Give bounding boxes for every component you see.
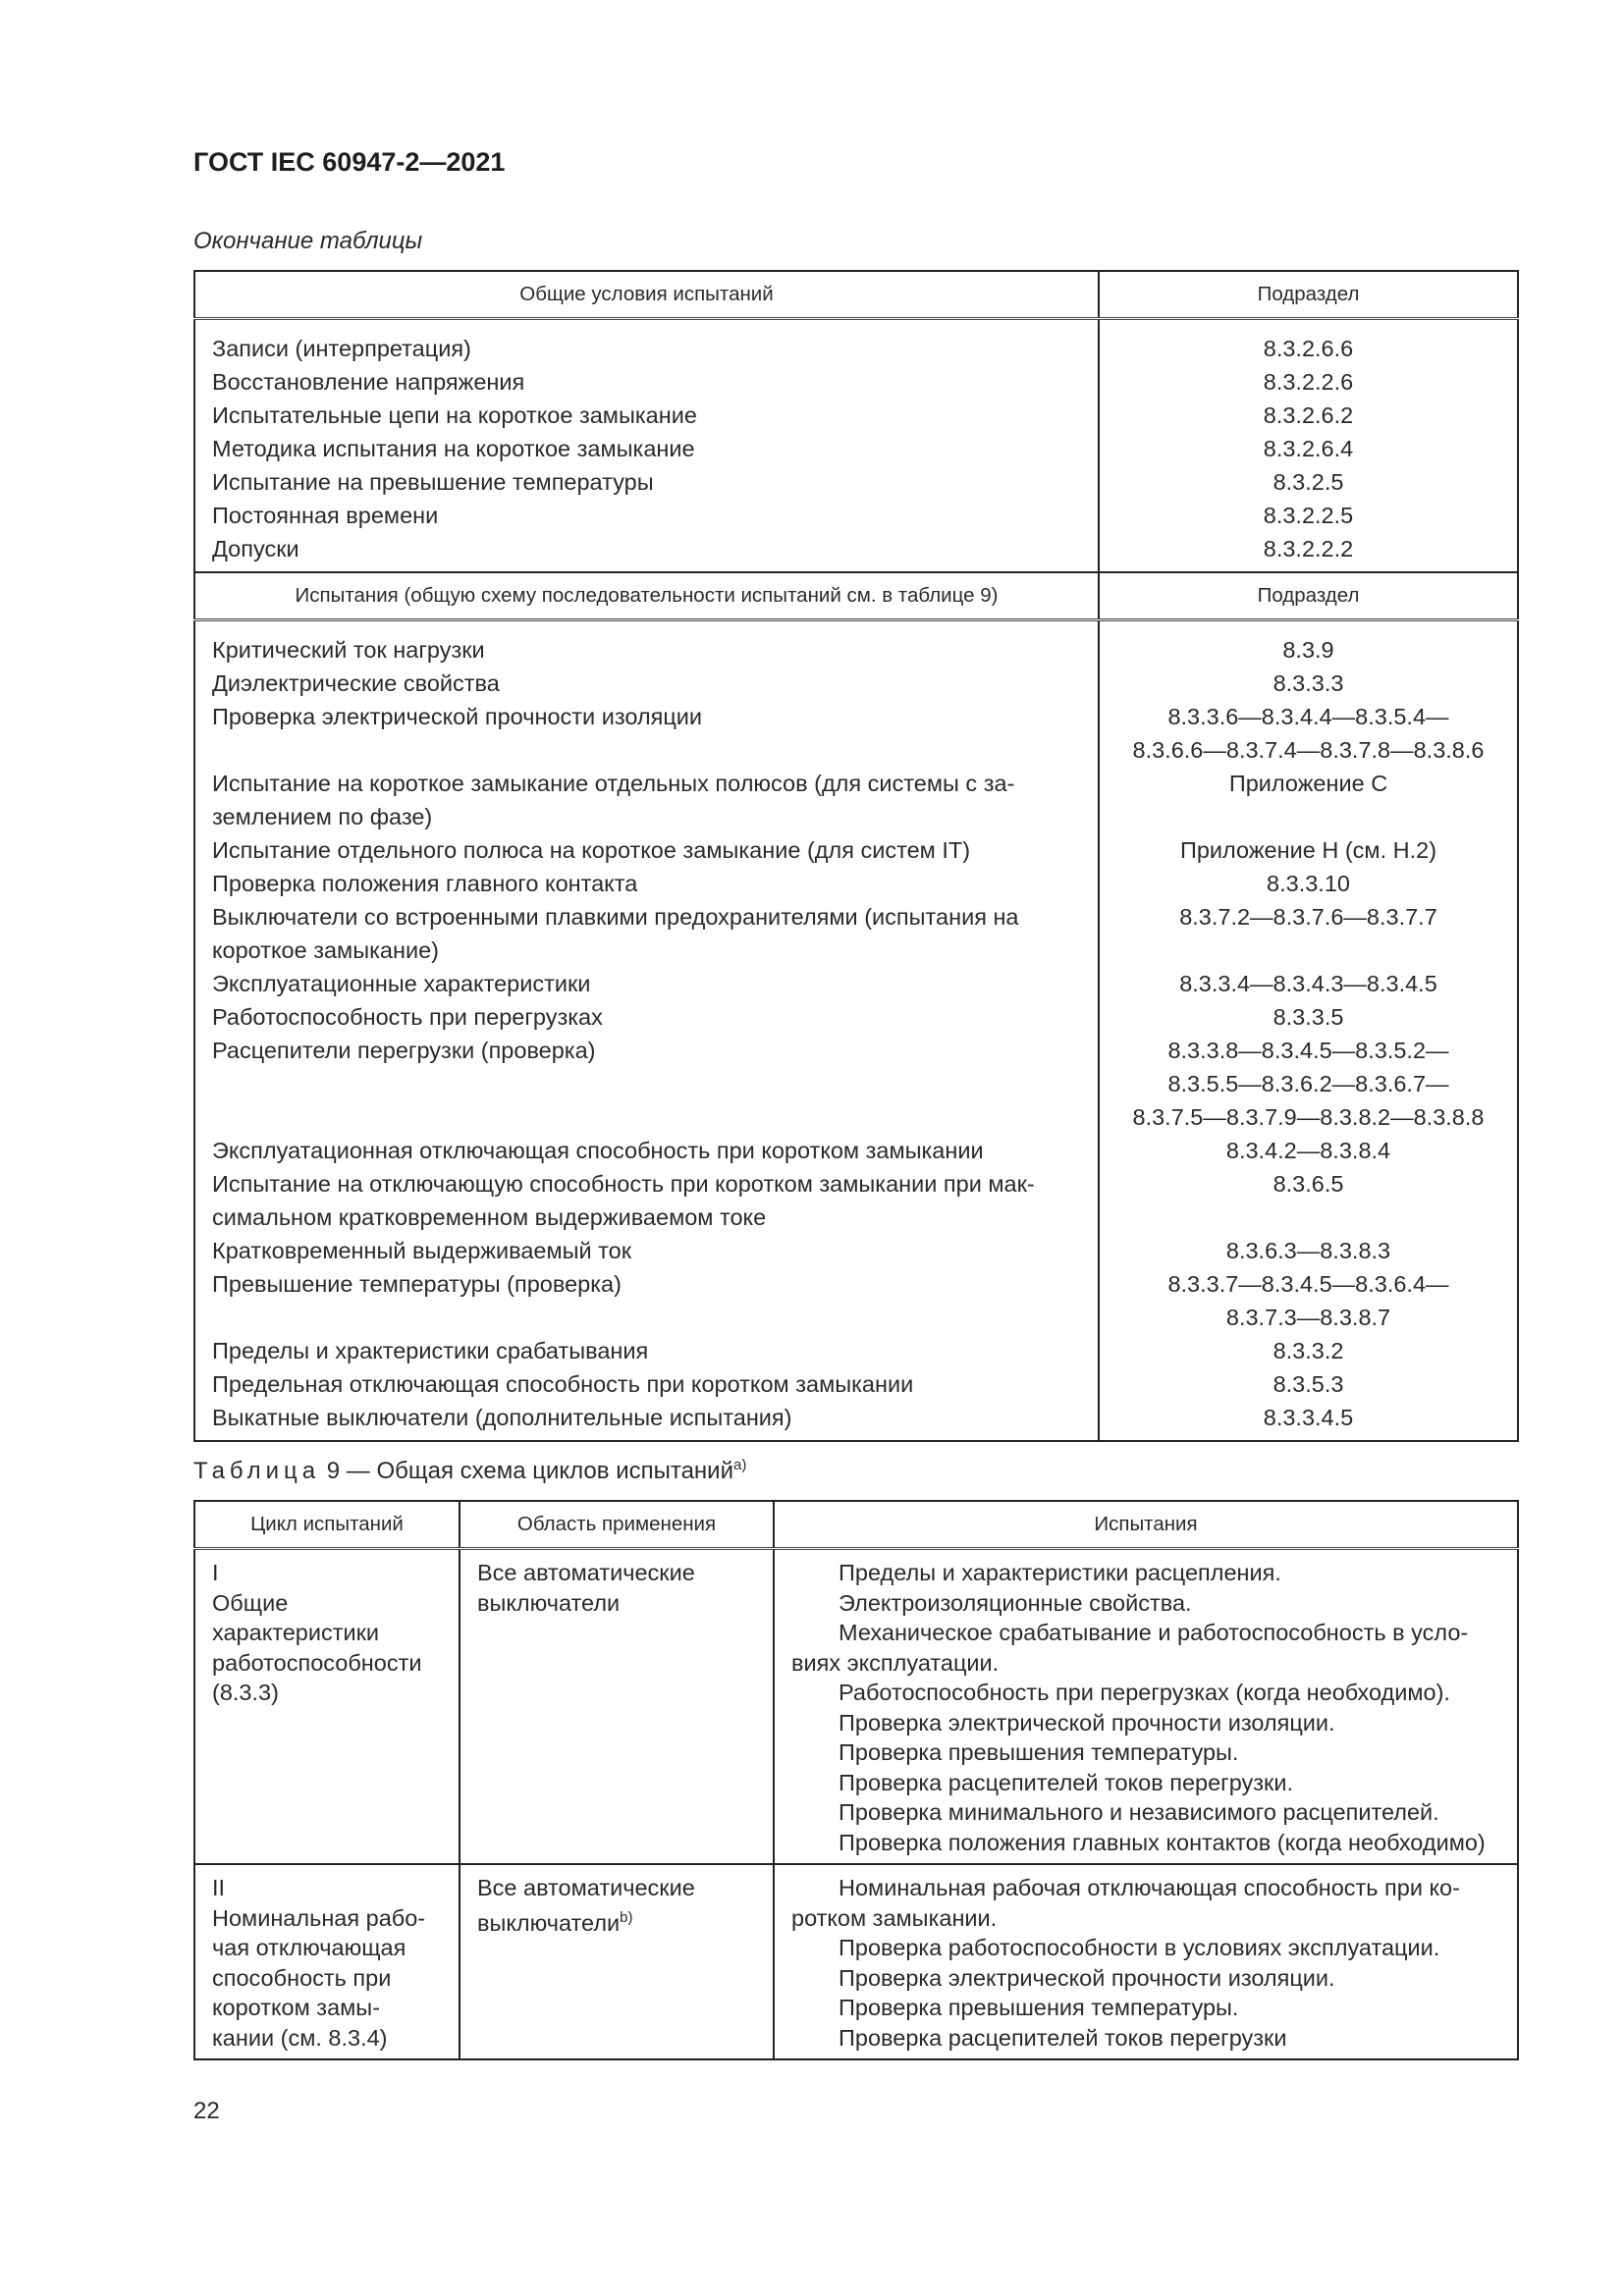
table-row (194, 1864, 1518, 2059)
row-subsection-line: 8.3.2.5 (1272, 469, 1344, 495)
table-row (194, 1267, 1518, 1334)
row-label-line: Работоспособность при перегрузках (212, 1004, 603, 1030)
cycle-line: работоспособности (212, 1649, 422, 1676)
table-row (194, 1401, 1518, 1441)
row-subsection-line: 8.3.3.7—8.3.4.5—8.3.6.4— (1167, 1271, 1449, 1297)
table-row (194, 399, 1518, 432)
row-subsection-line: 8.3.7.3—8.3.8.7 (1225, 1305, 1391, 1330)
scope-line-with-footnote (477, 1903, 763, 1939)
row-label (194, 465, 1099, 499)
test-line: Проверка превышения температуры. (839, 1995, 1239, 2020)
row-subsection-line: 8.3.3.8—8.3.4.5—8.3.5.2— (1167, 1038, 1449, 1063)
test-line: Работоспособность при перегрузках (когда необходимо). (839, 1680, 1450, 1705)
cycle-line: (8.3.3) (212, 1680, 279, 1705)
test-line: Пределы и характеристики расцепления. (839, 1560, 1281, 1585)
row-subsection-line: 8.3.4.2—8.3.8.4 (1225, 1138, 1391, 1163)
row-label-line: Проверка электрической прочности изоляции (212, 704, 703, 729)
scope-cell (460, 1864, 774, 2059)
table-row (194, 1134, 1518, 1167)
header-scope: Область применения (460, 1501, 774, 1549)
row-subsection (1099, 620, 1518, 667)
table-row (194, 620, 1518, 667)
row-label (194, 833, 1099, 867)
row-subsection-line: 8.3.2.2.6 (1263, 369, 1354, 395)
row-subsection-line: Приложение Н (см. Н.2) (1179, 837, 1437, 863)
test-line: Номинальная рабочая отключающая способность при ко- (839, 1875, 1460, 1900)
table-row (194, 833, 1518, 867)
cycle-line: I (212, 1560, 219, 1585)
row-subsection (1099, 1367, 1518, 1401)
row-label-line: Диэлектрические свойства (212, 670, 500, 696)
scope-line: выключатели (477, 1909, 621, 1936)
row-subsection (1099, 833, 1518, 867)
table-row (194, 1234, 1518, 1267)
row-subsection-line: 8.3.3.6—8.3.4.4—8.3.5.4— (1167, 704, 1449, 729)
table-row (194, 532, 1518, 572)
row-subsection (1099, 532, 1518, 572)
row-label (194, 1267, 1099, 1334)
table-row (194, 1000, 1518, 1034)
tests-cell (774, 1549, 1518, 1865)
row-label-line: Эксплуатационные характеристики (212, 971, 591, 996)
scope-cell (460, 1549, 774, 1865)
row-label (194, 1367, 1099, 1401)
table-row (194, 1034, 1518, 1134)
table-row (194, 767, 1518, 833)
page-number: 22 (193, 2098, 220, 2124)
scope-line: Все автоматические (477, 1560, 695, 1585)
row-label-line: Испытание на отключающую способность при коротком замыкании при мак- (212, 1171, 1035, 1197)
row-label (194, 499, 1099, 532)
row-label (194, 1401, 1099, 1441)
row-subsection-line: 8.3.2.2.5 (1263, 503, 1354, 528)
cycle-cell (194, 1864, 460, 2059)
cycle-line: способность при (212, 1964, 392, 1991)
row-subsection-line: 8.3.2.6.6 (1263, 336, 1354, 361)
table9-caption-text: 9 — Общая схема циклов испытаний (326, 1458, 733, 1484)
table-row (194, 1167, 1518, 1234)
row-subsection (1099, 319, 1518, 366)
row-label (194, 319, 1099, 366)
row-subsection (1099, 1034, 1518, 1134)
row-subsection (1099, 1134, 1518, 1167)
test-cycles-table (193, 1500, 1519, 2060)
row-label-line: Выключатели со встроенными плавкими предохранителями (испытания на (212, 904, 1019, 930)
row-subsection (1099, 867, 1518, 900)
row-subsection (1099, 365, 1518, 399)
row-label-line: Допуски (212, 536, 299, 561)
row-subsection-line: 8.3.2.2.2 (1263, 536, 1354, 561)
table-row (194, 967, 1518, 1000)
table-row (194, 900, 1518, 967)
row-label (194, 867, 1099, 900)
table-header-row (194, 1501, 1518, 1549)
table-row (194, 867, 1518, 900)
row-subsection-line: 8.3.3.10 (1267, 871, 1350, 896)
table-row (194, 1549, 1518, 1865)
row-label-line: Пределы и храктеристики срабатывания (212, 1338, 649, 1363)
cycle-line: коротком замы- (212, 1995, 381, 2020)
row-subsection-line: 8.3.5.5—8.3.6.2—8.3.6.7— (1167, 1071, 1449, 1096)
row-label (194, 767, 1099, 833)
row-subsection-line: 8.3.9 (1282, 637, 1334, 663)
row-subsection-line: 8.3.6.5 (1272, 1171, 1344, 1197)
row-subsection-line: 8.3.5.3 (1272, 1371, 1344, 1397)
header-tests: Испытания (774, 1501, 1518, 1549)
row-label (194, 1167, 1099, 1234)
row-subsection (1099, 767, 1518, 833)
row-subsection (1099, 1000, 1518, 1034)
test-line: Проверка минимального и независимого расцепителей. (839, 1799, 1439, 1825)
row-label-line: Выкатные выключатели (дополнительные испытания) (212, 1405, 792, 1430)
test-line: виях эксплуатации. (791, 1649, 1000, 1676)
row-subsection (1099, 1401, 1518, 1441)
test-line: Проверка расцепителей токов перегрузки. (839, 1769, 1293, 1795)
row-label-line: Испытание на превышение температуры (212, 469, 654, 495)
header-subsection: Подраздел (1099, 271, 1518, 319)
row-subsection-line: 8.3.6.6—8.3.7.4—8.3.7.8—8.3.8.6 (1132, 737, 1485, 763)
test-line: Проверка положения главных контактов (когда необходимо) (839, 1829, 1486, 1855)
row-label-line: Критический ток нагрузки (212, 637, 485, 663)
row-label (194, 1034, 1099, 1134)
row-subsection-line: 8.3.7.2—8.3.7.6—8.3.7.7 (1179, 904, 1437, 930)
table-subheader-row (194, 572, 1518, 620)
test-line: Проверка работоспособности в условиях эксплуатации. (839, 1935, 1440, 1960)
tests-cell (774, 1864, 1518, 2059)
table-row (194, 319, 1518, 366)
row-subsection-line: 8.3.3.4.5 (1263, 1405, 1354, 1430)
row-label (194, 1134, 1099, 1167)
row-subsection (1099, 900, 1518, 967)
row-label-line: симальном кратковременном выдерживаемом токе (212, 1204, 767, 1230)
test-line: Проверка электрической прочности изоляции. (839, 1709, 1335, 1735)
row-subsection (1099, 499, 1518, 532)
row-label-line: Проверка положения главного контакта (212, 871, 638, 896)
row-label-line: Испытательные цепи на короткое замыкание (212, 402, 697, 428)
row-label (194, 532, 1099, 572)
table9-caption-label: Таблица (193, 1458, 321, 1484)
row-label-line: Кратковременный выдерживаемый ток (212, 1238, 632, 1263)
test-line: Электроизоляционные свойства. (839, 1589, 1192, 1616)
row-subsection (1099, 700, 1518, 767)
row-label (194, 1234, 1099, 1267)
row-label (194, 365, 1099, 399)
test-conditions-table (193, 270, 1519, 1442)
row-label-line: Эксплуатационная отключающая способность при коротком замыкании (212, 1138, 984, 1163)
row-subsection (1099, 667, 1518, 700)
table-row (194, 432, 1518, 465)
header-test-cycle: Цикл испытаний (194, 1501, 460, 1549)
row-label-line: Постоянная времени (212, 503, 439, 528)
row-label-line: землением по фазе) (212, 804, 433, 829)
row-label-line: Предельная отключающая способность при коротком замыкании (212, 1371, 914, 1397)
table-row (194, 465, 1518, 499)
table-header-row (194, 271, 1518, 319)
row-subsection (1099, 432, 1518, 465)
row-label (194, 432, 1099, 465)
row-subsection (1099, 1334, 1518, 1367)
table-row (194, 365, 1518, 399)
row-label (194, 1000, 1099, 1034)
cycle-line: II (212, 1875, 226, 1900)
row-label-line: Восстановление напряжения (212, 369, 525, 395)
row-subsection-line: 8.3.3.2 (1272, 1338, 1344, 1363)
row-label-line: Превышение температуры (проверка) (212, 1271, 622, 1297)
test-line: Проверка расцепителей токов перегрузки (839, 2024, 1287, 2051)
row-subsection (1099, 465, 1518, 499)
table9-caption (193, 1457, 746, 1485)
table-row (194, 1367, 1518, 1401)
row-subsection (1099, 1267, 1518, 1334)
cycle-line: характеристики (212, 1620, 380, 1645)
row-label-line: Методика испытания на короткое замыкание (212, 436, 695, 461)
header-tests-sequence: Испытания (общую схему последовательности испытаний см. в таблице 9) (194, 572, 1099, 620)
row-subsection-line: Приложение С (1228, 771, 1388, 796)
row-label (194, 1334, 1099, 1367)
header-subsection: Подраздел (1099, 572, 1518, 620)
scope-footnote: b) (620, 1908, 633, 1926)
table9-caption-footnote: a) (732, 1457, 747, 1473)
header-general-conditions: Общие условия испытаний (194, 271, 1099, 319)
row-subsection (1099, 1167, 1518, 1234)
test-line: Проверка превышения температуры. (839, 1739, 1239, 1765)
row-label-line: Испытание отдельного полюса на короткое замыкание (для систем IT) (212, 837, 971, 863)
row-subsection-line: 8.3.2.6.4 (1263, 436, 1354, 461)
row-subsection (1099, 399, 1518, 432)
cycle-cell (194, 1549, 460, 1865)
table-row (194, 499, 1518, 532)
row-label (194, 399, 1099, 432)
row-label (194, 967, 1099, 1000)
table-continuation-caption: Окончание таблицы (193, 228, 423, 254)
row-subsection-line: 8.3.7.5—8.3.7.9—8.3.8.2—8.3.8.8 (1132, 1104, 1485, 1130)
row-label-line: Расцепители перегрузки (проверка) (212, 1038, 596, 1063)
row-subsection-line: 8.3.2.6.2 (1263, 402, 1354, 428)
table-row (194, 667, 1518, 700)
document-header: ГОСТ IEC 60947-2—2021 (193, 147, 506, 177)
test-line: Проверка электрической прочности изоляции. (839, 1964, 1335, 1991)
row-label (194, 700, 1099, 767)
row-label (194, 620, 1099, 667)
cycle-line: Номинальная рабо- (212, 1904, 426, 1931)
cycle-line: чая отключающая (212, 1935, 406, 1960)
scope-line: Все автоматические (477, 1875, 695, 1900)
table-row (194, 700, 1518, 767)
row-subsection (1099, 967, 1518, 1000)
row-subsection-line: 8.3.3.4—8.3.4.3—8.3.4.5 (1179, 971, 1437, 996)
row-subsection-line: 8.3.6.3—8.3.8.3 (1225, 1238, 1391, 1263)
row-subsection (1099, 1234, 1518, 1267)
row-subsection-line: 8.3.3.5 (1272, 1004, 1344, 1030)
scope-line: выключатели (477, 1589, 621, 1616)
cycle-line: Общие (212, 1589, 289, 1616)
cycle-line: кании (см. 8.3.4) (212, 2024, 388, 2051)
row-label (194, 667, 1099, 700)
table-row (194, 1334, 1518, 1367)
row-subsection-line: 8.3.3.3 (1272, 670, 1344, 696)
row-label (194, 900, 1099, 967)
row-label-line: короткое замыкание) (212, 937, 439, 963)
test-line: Механическое срабатывание и работоспособность в усло- (839, 1620, 1469, 1645)
row-label-line: Записи (интерпретация) (212, 336, 471, 361)
row-label-line: Испытание на короткое замыкание отдельных полюсов (для системы с за- (212, 771, 1015, 796)
test-line: ротком замыкании. (791, 1904, 998, 1931)
